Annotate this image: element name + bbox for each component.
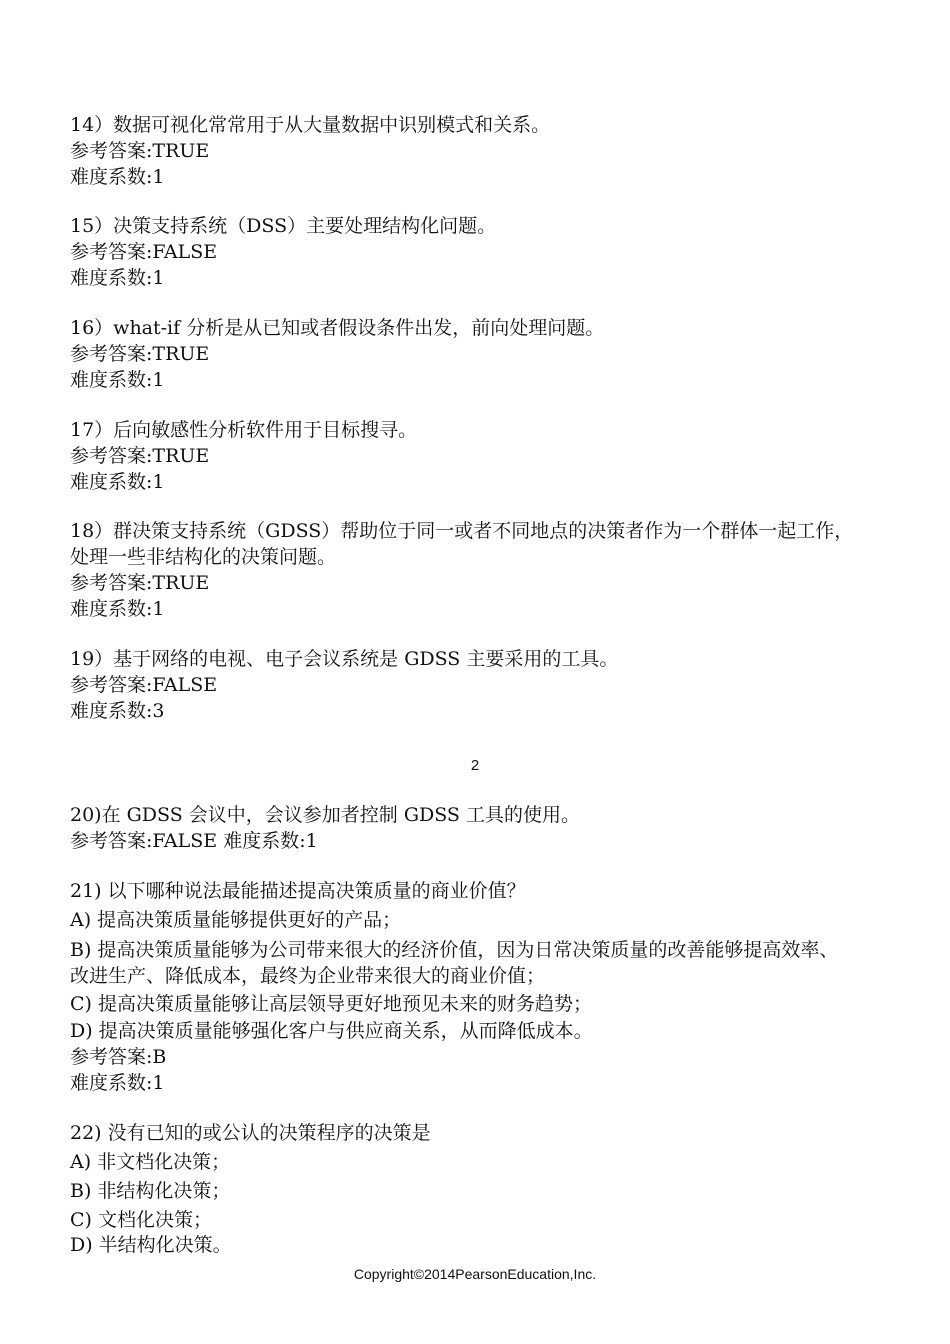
- q16-text: 16）what-if 分析是从已知或者假设条件出发，前向处理问题。: [70, 317, 605, 339]
- q18-answer: 参考答案:TRUE: [70, 572, 210, 594]
- q22-text: 22) 没有已知的或公认的决策程序的决策是: [70, 1122, 431, 1144]
- q18-text-cont: 处理一些非结构化的决策问题。: [70, 546, 337, 568]
- q21-difficulty: 难度系数:1: [70, 1072, 165, 1094]
- q14-answer: 参考答案:TRUE: [70, 140, 210, 162]
- q22-option-c: C) 文档化决策；: [70, 1209, 212, 1231]
- q21-answer: 参考答案:B: [70, 1046, 167, 1068]
- q21-option-b: B) 提高决策质量能够为公司带来很大的经济价值，因为日常决策质量的改善能够提高效率、: [70, 939, 839, 961]
- q14-difficulty: 难度系数:1: [70, 166, 165, 188]
- q14-text: 14）数据可视化常常用于从大量数据中识别模式和关系。: [70, 114, 551, 136]
- q16-difficulty: 难度系数:1: [70, 369, 165, 391]
- q21-option-c: C) 提高决策质量能够让高层领导更好地预见未来的财务趋势；: [70, 993, 592, 1015]
- q18-difficulty: 难度系数:1: [70, 598, 165, 620]
- q15-answer: 参考答案:FALSE: [70, 241, 218, 263]
- q15-text: 15）决策支持系统（DSS）主要处理结构化问题。: [70, 215, 497, 237]
- q21-option-d: D) 提高决策质量能够强化客户与供应商关系，从而降低成本。: [70, 1020, 593, 1042]
- copyright-footer: Copyright©2014PearsonEducation,Inc.: [353, 1266, 597, 1282]
- q17-difficulty: 难度系数:1: [70, 471, 165, 493]
- q21-option-b-cont: 改进生产、降低成本，最终为企业带来很大的商业价值；: [70, 965, 546, 987]
- q20-text: 20)在 GDSS 会议中，会议参加者控制 GDSS 工具的使用。: [70, 804, 580, 826]
- q19-text: 19）基于网络的电视、电子会议系统是 GDSS 主要采用的工具。: [70, 648, 619, 670]
- q18-text: 18）群决策支持系统（GDSS）帮助位于同一或者不同地点的决策者作为一个群体一起工作，: [70, 520, 854, 542]
- q21-option-a: A) 提高决策质量能够提供更好的产品；: [70, 909, 402, 931]
- q22-option-d: D) 半结构化决策。: [70, 1234, 232, 1256]
- q19-difficulty: 难度系数:3: [70, 700, 165, 722]
- q19-answer: 参考答案:FALSE: [70, 674, 218, 696]
- q22-option-b: B) 非结构化决策；: [70, 1180, 231, 1202]
- q16-answer: 参考答案:TRUE: [70, 343, 210, 365]
- q20-answer-difficulty: 参考答案:FALSE 难度系数:1: [70, 830, 318, 852]
- page-number: 2: [470, 757, 480, 774]
- q15-difficulty: 难度系数:1: [70, 267, 165, 289]
- q17-answer: 参考答案:TRUE: [70, 445, 210, 467]
- q22-option-a: A) 非文档化决策；: [70, 1151, 231, 1173]
- q21-text: 21) 以下哪种说法最能描述提高决策质量的商业价值？: [70, 880, 526, 902]
- q17-text: 17）后向敏感性分析软件用于目标搜寻。: [70, 419, 418, 441]
